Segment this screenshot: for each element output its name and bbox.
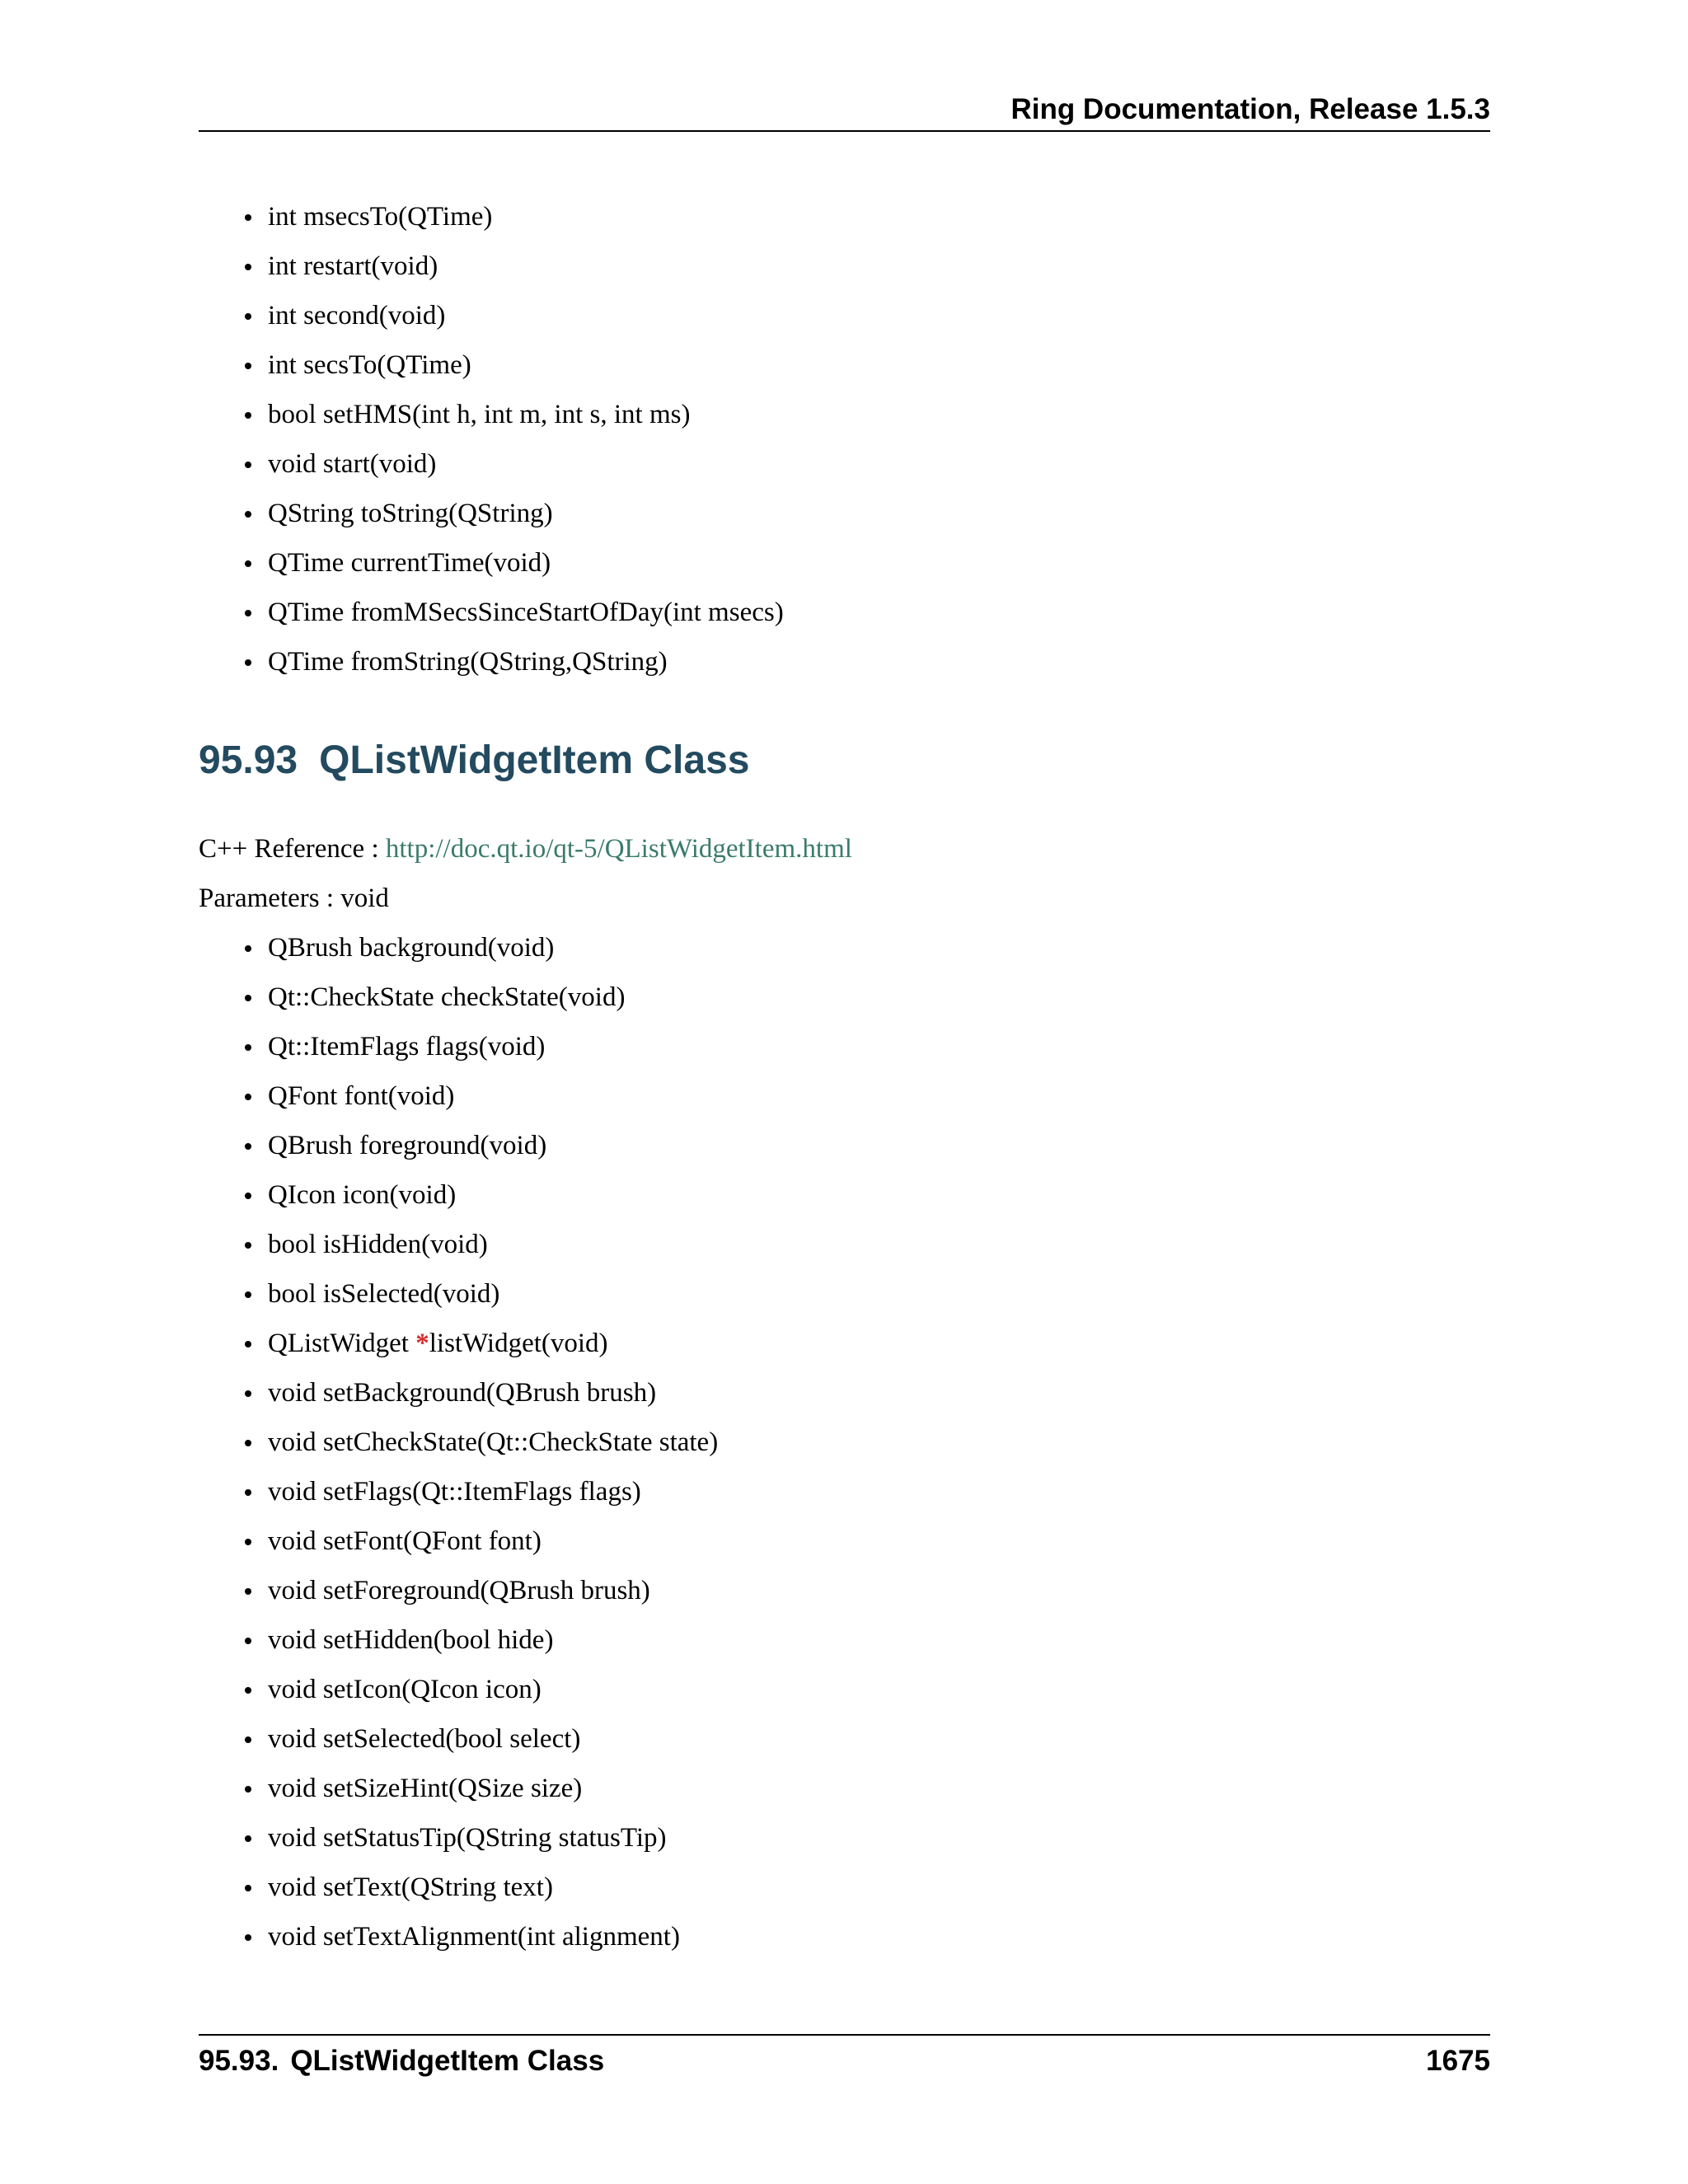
parameters-line: Parameters : void <box>199 883 389 913</box>
list-item: void setTextAlignment(int alignment) <box>245 1912 718 1961</box>
list-item: Qt::ItemFlags flags(void) <box>245 1022 718 1071</box>
section-title-text: QListWidgetItem Class <box>319 738 750 782</box>
list-item: bool isSelected(void) <box>245 1269 718 1319</box>
list-item: QIcon icon(void) <box>245 1170 718 1220</box>
qlistwidgetitem-method-list <box>245 923 718 1961</box>
list-item: void setHidden(bool hide) <box>245 1615 718 1665</box>
cpp-reference-line <box>199 824 852 874</box>
list-item: QTime fromMSecsSinceStartOfDay(int msecs) <box>245 588 784 637</box>
list-item: void setFlags(Qt::ItemFlags flags) <box>245 1467 718 1516</box>
list-item: void setStatusTip(QString statusTip) <box>245 1813 718 1863</box>
list-item: QFont font(void) <box>245 1071 718 1121</box>
pointer-asterisk: * <box>415 1329 429 1358</box>
list-item: int msecsTo(QTime) <box>245 192 784 241</box>
list-item: QBrush foreground(void) <box>245 1121 718 1170</box>
list-item: QTime currentTime(void) <box>245 538 784 588</box>
list-item: void setText(QString text) <box>245 1863 718 1912</box>
page-number: 1675 <box>1426 2045 1490 2077</box>
list-item: void setSizeHint(QSize size) <box>245 1764 718 1813</box>
page-footer <box>199 2034 1490 2085</box>
reference-label: C++ Reference : <box>199 834 386 864</box>
list-item: void setCheckState(Qt::CheckState state) <box>245 1418 718 1467</box>
page-header <box>199 92 1490 132</box>
list-item: void start(void) <box>245 439 784 489</box>
list-item: Qt::CheckState checkState(void) <box>245 972 718 1022</box>
list-item: void setBackground(QBrush brush) <box>245 1368 718 1418</box>
reference-link[interactable]: http://doc.qt.io/qt-5/QListWidgetItem.html <box>385 834 852 864</box>
list-item: QString toString(QString) <box>245 489 784 538</box>
list-item: QListWidget *listWidget(void) <box>245 1319 718 1368</box>
list-item: int restart(void) <box>245 241 784 291</box>
footer-section-number: 95.93. <box>199 2045 279 2077</box>
section-title <box>199 736 749 785</box>
list-item: void setFont(QFont font) <box>245 1516 718 1566</box>
header-title: Ring Documentation, Release 1.5.3 <box>1010 93 1490 125</box>
list-item: bool setHMS(int h, int m, int s, int ms) <box>245 390 784 439</box>
section-number: 95.93 <box>199 738 298 782</box>
list-item: int second(void) <box>245 291 784 340</box>
list-item: bool isHidden(void) <box>245 1220 718 1269</box>
list-item: void setForeground(QBrush brush) <box>245 1566 718 1615</box>
footer-section <box>199 2044 604 2079</box>
list-item: int secsTo(QTime) <box>245 340 784 390</box>
footer-section-title: QListWidgetItem Class <box>290 2045 605 2077</box>
list-item: void setSelected(bool select) <box>245 1714 718 1764</box>
list-item: QTime fromString(QString,QString) <box>245 637 784 687</box>
qtime-method-list <box>245 192 784 687</box>
list-item: void setIcon(QIcon icon) <box>245 1665 718 1714</box>
list-item: QBrush background(void) <box>245 923 718 972</box>
